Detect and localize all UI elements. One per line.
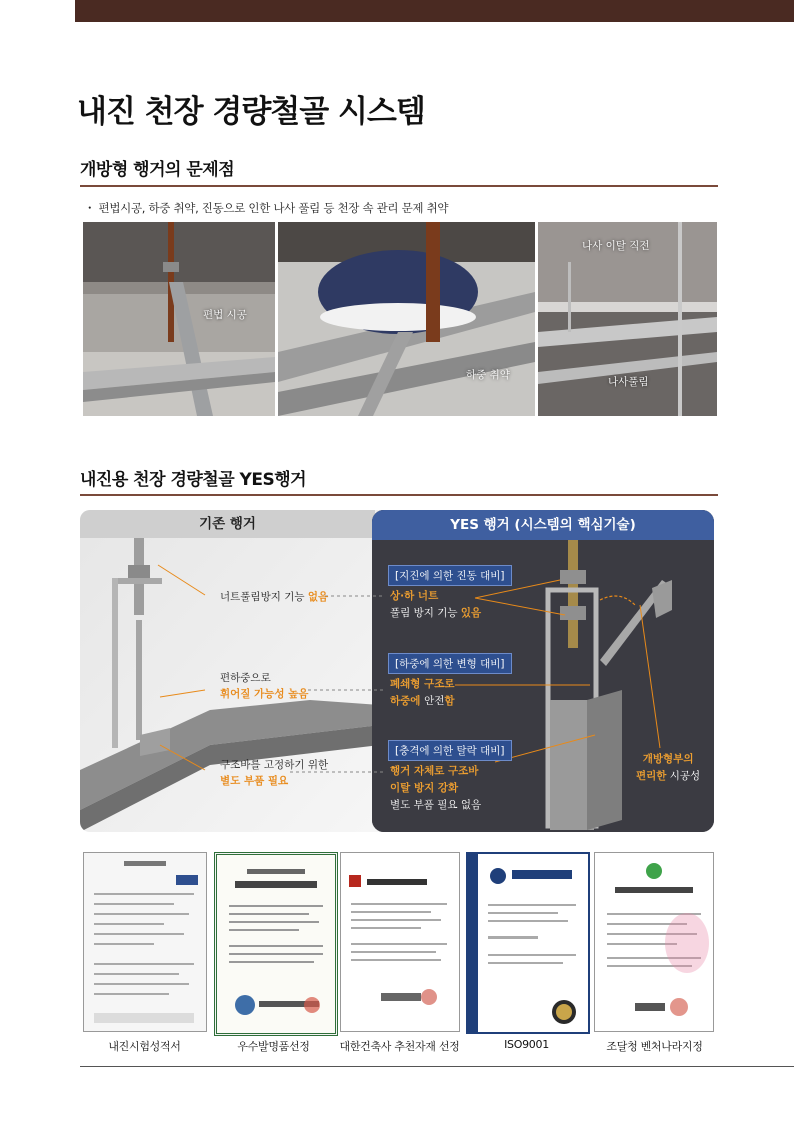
page-title: 내진 천장 경량철골 시스템 [77, 94, 425, 130]
block-line: 상·하 너트 [390, 590, 439, 602]
note-extra-parts [220, 757, 328, 789]
cert-label-invention: 우수발명품선정 [237, 1040, 310, 1053]
photo-label-screw-detach: 나사 이탈 직전 [582, 240, 650, 252]
side-note-line: 편리한 시공성 [636, 770, 701, 782]
note-text: 너트풀림방지 기능 [220, 591, 308, 603]
block-line: 폐쇄형 구조로 [390, 678, 455, 690]
note-line: 구조바를 고정하기 위한 [220, 759, 329, 771]
problem-bullet: ・ 편법시공, 하중 취약, 진동으로 인한 나사 풀림 등 천장 속 관리 문제 취약 [84, 201, 449, 215]
note-highlight: 없음 [307, 591, 329, 603]
tag-load: [하중에 의한 변형 대비] [388, 653, 512, 674]
photo-label-screw-loose: 나사풀림 [608, 376, 649, 388]
photo-label-improper: 편법 시공 [203, 309, 247, 321]
block-load [390, 676, 455, 710]
note-no-loosen-prevention [220, 589, 328, 605]
certificate-venture-nara [594, 852, 714, 1032]
block-line: 별도 부품 필요 없음 [390, 799, 482, 811]
block-line: 행거 자체로 구조바 [390, 765, 479, 777]
block-line: 풀림 방지 기능 있음 [390, 607, 482, 619]
cert-label-architect: 대한건축사 추천자재 선정 [339, 1040, 460, 1053]
cert-label-venture: 조달청 벤처나라지정 [606, 1040, 703, 1053]
note-highlight: 별도 부품 필요 [220, 775, 289, 787]
block-line: 이탈 방지 강화 [390, 782, 459, 794]
cert-label-seismic: 내진시험성적서 [108, 1040, 181, 1053]
existing-hanger-header: 기존 행거 [80, 510, 375, 538]
certificate-architect [340, 852, 460, 1032]
section-title-yes-hanger: 내진용 천장 경량철골 YES행거 [80, 470, 307, 490]
certificate-seismic-test [83, 852, 207, 1032]
certificate-iso9001 [466, 852, 590, 1034]
certificate-invention [214, 852, 338, 1036]
block-impact [390, 763, 481, 814]
block-earthquake [390, 588, 481, 622]
note-highlight: 휘어질 가능성 높음 [220, 688, 309, 700]
block-line: 하중에 안전함 [390, 695, 455, 707]
note-line: 편하중으로 [220, 672, 271, 684]
tag-earthquake: [지진에 의한 진동 대비] [388, 565, 512, 586]
yes-hanger-header: YES 행거 (시스템의 핵심기술) [372, 510, 714, 540]
tag-impact: [충격에 의한 탈락 대비] [388, 740, 512, 761]
photo-label-weak-load: 하중 취약 [466, 369, 510, 381]
side-note-line: 개방형부의 [642, 753, 694, 765]
note-bending-risk [220, 670, 308, 702]
cert-label-iso: ISO9001 [504, 1038, 549, 1051]
side-note-open-part [636, 751, 700, 785]
footer-divider [80, 1066, 794, 1067]
section-title-problems: 개방형 행거의 문제점 [80, 160, 235, 180]
